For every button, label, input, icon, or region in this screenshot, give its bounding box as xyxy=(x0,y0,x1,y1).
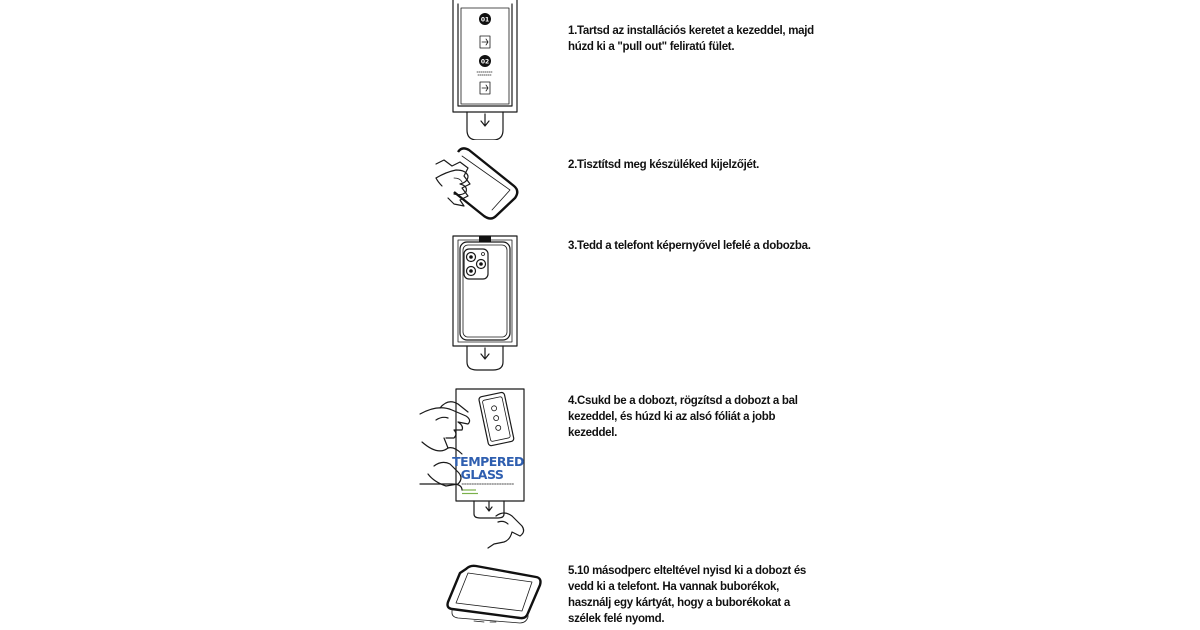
step-1-badge-01: 01 xyxy=(480,16,490,24)
step-4-illustration xyxy=(418,386,528,550)
step-4-text: 4.Csukd be a dobozt, rögzítsd a dobozt a bal kezeddel, és húzd ki az alsó fóliát a jobb kezeddel. xyxy=(568,395,798,439)
box-label-tempered: TEMPERED xyxy=(452,454,524,469)
step-5-illustration xyxy=(444,563,544,625)
step-1-badge-02: 02 xyxy=(480,58,490,66)
box-label-glass: GLASS xyxy=(460,467,504,482)
step-1-text: 1.Tartsd az installációs keretet a kezeddel, majd húzd ki a "pull out" feliratú fület. xyxy=(568,25,814,53)
step-2-illustration xyxy=(432,142,522,222)
step-3-text: 3.Tedd a telefont képernyővel lefelé a dobozba. xyxy=(568,240,811,252)
step-3-illustration xyxy=(445,232,525,372)
step-2-text: 2.Tisztítsd meg készüléked kijelzőjét. xyxy=(568,159,759,171)
step-1-illustration xyxy=(445,0,525,140)
step-5-text: 5.10 másodperc elteltével nyisd ki a dobozt és vedd ki a telefont. Ha vannak buborékok, használj egy kártyát, hogy a buborékokat a szélek felé nyomd. xyxy=(568,565,807,625)
